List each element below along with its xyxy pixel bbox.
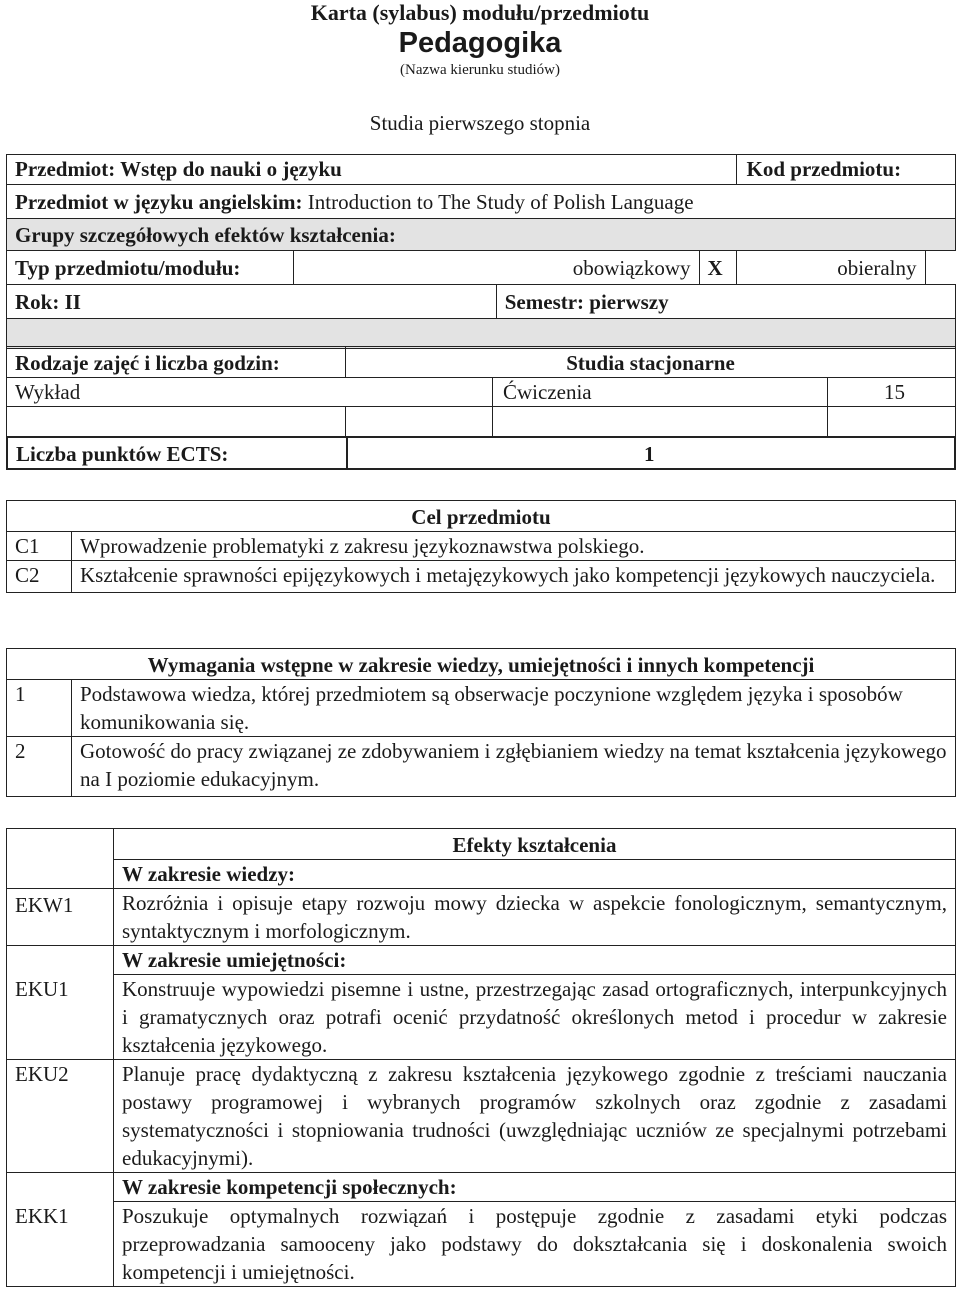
- requirement-text: Podstawowa wiedza, której przedmiotem są obserwacje poczynione względem języka i sposobów komunikowania się.: [72, 680, 956, 737]
- lecture-label: Wykład: [7, 378, 493, 407]
- outcome-row: [7, 1202, 956, 1287]
- type-elective: obieralny: [736, 251, 925, 285]
- field-of-study-note: (Nazwa kierunku studiów): [400, 62, 560, 78]
- outcome-code: EKU1: [7, 975, 114, 1060]
- outcome-code: EKU2: [7, 1060, 114, 1173]
- outcome-code: EKK1: [7, 1202, 114, 1287]
- goals-table: [6, 500, 956, 593]
- competence-label: W zakresie kompetencji społecznych:: [114, 1173, 956, 1202]
- goal-text: Wprowadzenie problematyki z zakresu językoznawstwa polskiego.: [72, 532, 956, 561]
- module-type-label: Typ przedmiotu/modułu:: [7, 251, 294, 285]
- goal-row: [7, 561, 956, 593]
- subject-name: Przedmiot: Wstęp do nauki o języku: [7, 155, 737, 185]
- type-obligatory: obowiązkowy: [294, 251, 700, 285]
- requirement-row: [7, 680, 956, 737]
- goal-code: C1: [7, 532, 72, 561]
- goals-heading: Cel przedmiotu: [7, 501, 956, 532]
- study-year: Rok: II: [7, 285, 497, 319]
- info-table: [6, 154, 956, 349]
- requirements-table: [6, 648, 956, 797]
- requirement-code: 1: [7, 680, 72, 737]
- outcome-row: [7, 1060, 956, 1173]
- class-types-label: Rodzaje zajęć i liczba godzin:: [7, 347, 346, 378]
- goal-code: C2: [7, 561, 72, 593]
- subject-code-label: Kod przedmiotu:: [736, 155, 956, 185]
- english-name-label: Przedmiot w języku angielskim:: [15, 190, 303, 214]
- ects-value: 1: [347, 437, 955, 469]
- outcome-text: Poszukuje optymalnych rozwiązań i postępuje zgodnie z zasadami etyki podczas przeprowadzania samooceny jako podstawy do dokształcania się i doskonalenia swoich kompetencji i umiejętności.: [114, 1202, 956, 1287]
- field-of-study: Pedagogika: [398, 27, 562, 59]
- hours-table: [6, 346, 956, 437]
- requirements-heading: Wymagania wstępne w zakresie wiedzy, umiejętności i innych kompetencji: [7, 649, 956, 680]
- outcome-row: [7, 889, 956, 946]
- ects-label: Liczba punktów ECTS:: [7, 437, 347, 469]
- study-mode: Studia stacjonarne: [346, 347, 956, 378]
- semester: Semestr: pierwszy: [496, 285, 955, 319]
- type-selected-mark: X: [699, 251, 736, 285]
- ects-table: [6, 436, 956, 470]
- goal-text: Kształcenie sprawności epijęzykowych i metajęzykowych jako kompetencji językowych nauczyciela.: [72, 561, 956, 593]
- page-title: Karta (sylabus) modułu/przedmiotu: [310, 0, 650, 25]
- outcome-code: EKW1: [7, 889, 114, 946]
- goal-row: [7, 532, 956, 561]
- outcome-groups-label: Grupy szczegółowych efektów kształcenia:: [7, 219, 956, 251]
- requirement-text: Gotowość do pracy związanej ze zdobywaniem i zgłębianiem wiedzy na temat kształcenia językowego na I poziomie edukacyjnym.: [72, 737, 956, 797]
- requirement-code: 2: [7, 737, 72, 797]
- outcome-row: [7, 975, 956, 1060]
- outcome-text: Konstruuje wypowiedzi pisemne i ustne, przestrzegając zasad ortograficznych, interpunkcyjnych i gramatycznych oraz potrafi ocenić przydatność określonych metod i procedur w zakresie kształcenia językowego.: [114, 975, 956, 1060]
- exercises-hours: 15: [828, 378, 956, 407]
- exercises-label: Ćwiczenia: [493, 378, 828, 407]
- knowledge-label: W zakresie wiedzy:: [114, 860, 956, 889]
- outcome-text: Planuje pracę dydaktyczną z zakresu kształcenia językowego zgodnie z treściami nauczania postawy programowej i wybranych programów szkolnych oraz zgodnie z zasadami systematyczności i stopniowania trudności (uwzględniając uczniów ze specjalnymi potrzebami edukacyjnymi).: [114, 1060, 956, 1173]
- skills-label: W zakresie umiejętności:: [114, 946, 956, 975]
- outcomes-table: [6, 828, 956, 1287]
- spacer-row: [7, 319, 956, 349]
- study-level: Studia pierwszego stopnia: [369, 111, 591, 135]
- outcome-text: Rozróżnia i opisuje etapy rozwoju mowy dziecka w aspekcie fonologicznym, semantycznym, syntaktycznym i morfologicznym.: [114, 889, 956, 946]
- outcomes-heading: Efekty kształcenia: [114, 829, 956, 860]
- english-name-value: Introduction to The Study of Polish Language: [307, 190, 694, 214]
- requirement-row: [7, 737, 956, 797]
